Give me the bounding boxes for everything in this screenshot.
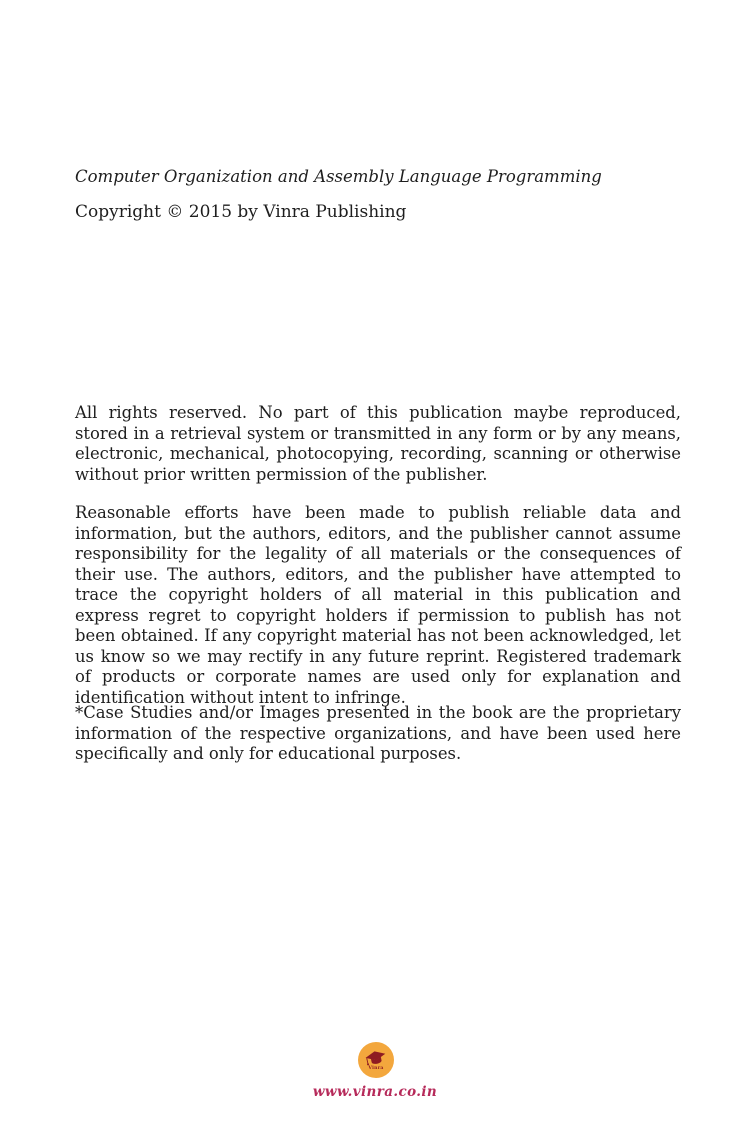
publisher-website-link[interactable]: www.vinra.co.in (312, 1084, 438, 1100)
book-title: Computer Organization and Assembly Language Programming (75, 167, 602, 186)
case-studies-note-paragraph: *Case Studies and/or Images presented in the book are the proprietary information of the respective organizations, and have been used here specifically and only for educational purposes. (75, 703, 681, 763)
disclaimer-paragraph: Reasonable efforts have been made to publish reliable data and information, but the authors, editors, and the publisher cannot assume responsibility for the legality of all materials or the consequences of their use. The authors, editors, and the publisher have attempted to trace the copyright holders of all material in this publication and express regret to copyright holders if permission to publish has not been obtained. If any copyright material has not been acknowledged, let us know so we may rectify in any future reprint. Registered trademark of products or corporate names are used only for explanation and identification without intent to infringe. (75, 503, 681, 707)
rights-reserved-paragraph: All rights reserved. No part of this publication maybe reproduced, stored in a retrieval system or transmitted in any form or by any means, electronic, mechanical, photocopying, recording, scanning or otherwise without prior written permission of the publisher. (75, 403, 681, 484)
publisher-logo (358, 1042, 394, 1078)
copyright-line: Copyright © 2015 by Vinra Publishing (75, 202, 407, 222)
logo-wordmark: Vinra (368, 1065, 384, 1071)
graduation-cap-icon (365, 1050, 387, 1066)
